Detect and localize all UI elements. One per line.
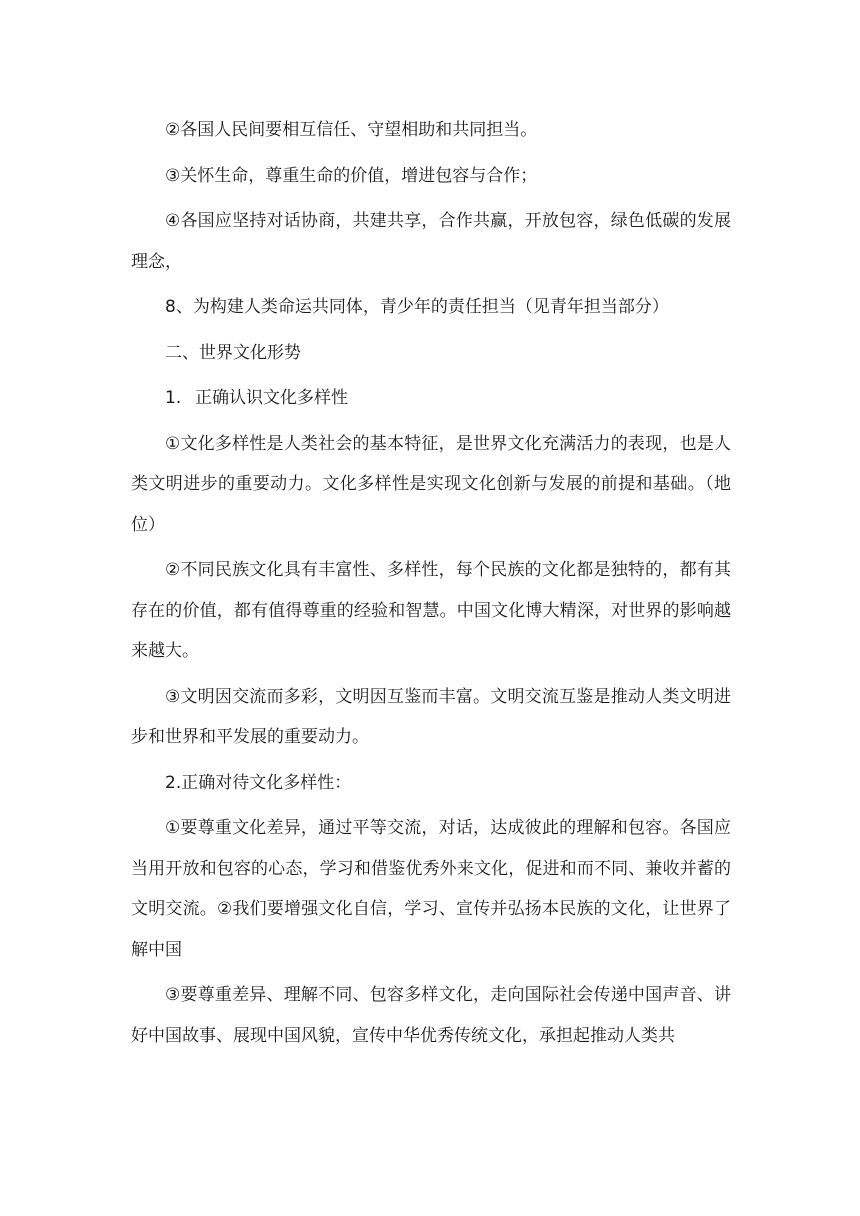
paragraph-respect-differences: ①要尊重文化差异，通过平等交流，对话，达成彼此的理解和包容。各国应当用开放和包容的心态，学习和借鉴优秀外来文化，促进和而不同、兼收并蓄的文明交流。②我们要增强文化自信，学习、宣传并弘扬本民族的文化，让世界了解中国 [131, 818, 731, 960]
paragraph-national-cultures: ②不同民族文化具有丰富性、多样性，每个民族的文化都是独特的，都有其存在的价值，都有值得尊重的经验和智慧。中国文化博大精深，对世界的影响越来越大。 [131, 560, 731, 661]
paragraph-mutual-trust: ②各国人民间要相互信任、守望相助和共同担当。 [165, 120, 538, 140]
list-heading-cultural-diversity [131, 378, 731, 419]
paragraph-dialogue-consultation: ④各国应坚持对话协商，共建共享，合作共赢，开放包容，绿色低碳的发展理念， [131, 211, 731, 272]
paragraph-care-for-life: ③关怀生命，尊重生命的价值，增进包容与合作； [165, 165, 538, 186]
list-heading-text: 正确认识文化多样性 [195, 388, 348, 408]
paragraph-diversity-feature: ①文化多样性是人类社会的基本特征，是世界文化充满活力的表现，也是人类文明进步的重要动力。文化多样性是实现文化创新与发展的前提和基础。（地位） [131, 433, 731, 535]
document-body [131, 110, 731, 1061]
paragraph-exchange-mutual-learning: ③文明因交流而多彩，文明因互鉴而丰富。文明交流互鉴是推动人类文明进步和世界和平发展的重要动力。 [131, 686, 731, 747]
section-heading-world-culture: 二、世界文化形势 [165, 342, 301, 363]
subheading-treat-diversity: 2.正确对待文化多样性： [165, 772, 352, 793]
paragraph-china-voice: ③要尊重差异、理解不同、包容多样文化，走向国际社会传递中国声音、讲好中国故事、展现中国风貌，宣传中华优秀传统文化，承担起推动人类共 [131, 985, 731, 1046]
list-number: 1. [165, 388, 182, 408]
paragraph-youth-responsibility: 8、为构建人类命运共同体，青少年的责任担当（见青年担当部分） [165, 297, 669, 317]
